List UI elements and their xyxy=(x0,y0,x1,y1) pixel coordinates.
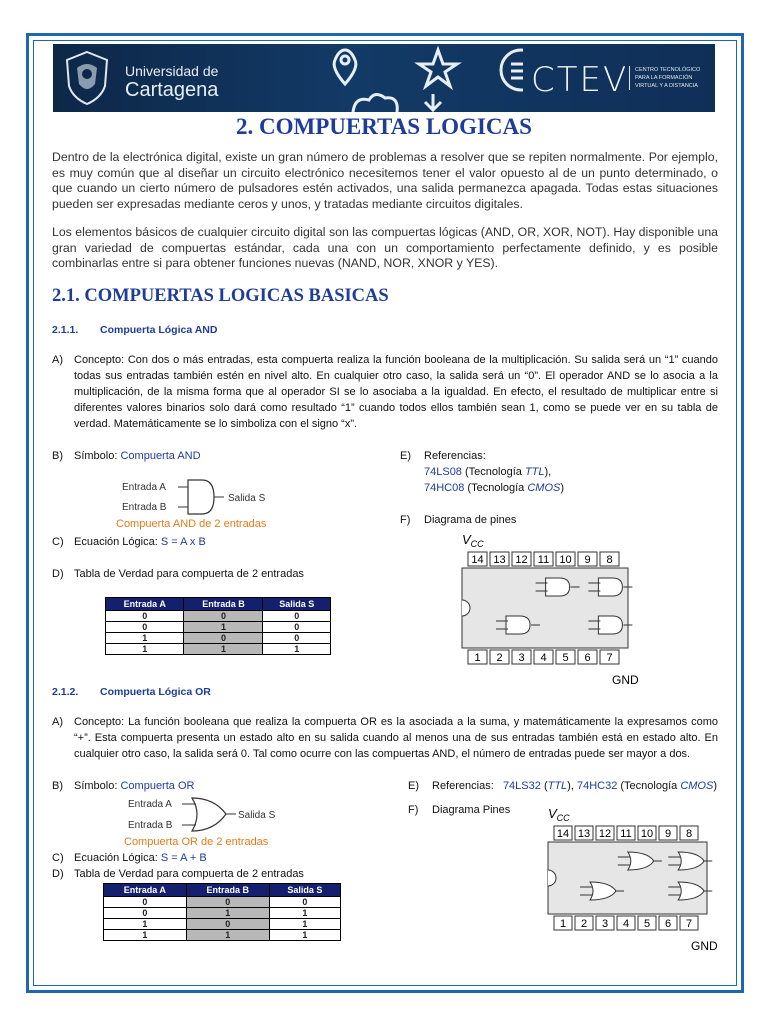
table-cell: 1 xyxy=(186,930,269,941)
and-input-b: Entrada B xyxy=(122,502,167,513)
or-concept xyxy=(52,714,718,762)
or-title: Compuerta Lógica OR xyxy=(100,686,211,698)
cloud-icon xyxy=(353,94,397,112)
and-ref2 xyxy=(424,480,700,496)
and-concept xyxy=(52,352,718,432)
or-equation: S = A + B xyxy=(160,852,207,864)
table-header: Salida S xyxy=(263,598,331,611)
table-cell: 1 xyxy=(184,622,263,633)
table-cell: 0 xyxy=(104,897,187,908)
header-banner xyxy=(53,44,715,112)
and-ref1 xyxy=(424,464,700,480)
pin-number: 5 xyxy=(562,652,569,664)
brand-description: CENTRO TECNOLÓGICO PARA LA FORMACIÓN VIRTUAL Y A DISTANCIA xyxy=(629,66,713,90)
and-references-title: Referencias: xyxy=(424,450,486,462)
pin-number: 7 xyxy=(606,652,613,664)
table-row xyxy=(106,644,331,655)
and-symbol-line xyxy=(52,448,352,464)
pin-number: 14 xyxy=(556,828,570,840)
pin-number: 12 xyxy=(515,554,528,566)
or-references xyxy=(408,778,728,794)
and-equation-label: C) xyxy=(52,536,64,548)
table-cell: 1 xyxy=(263,644,331,655)
and-table-title-line xyxy=(52,566,372,582)
table-cell: 1 xyxy=(184,644,263,655)
or-number: 2.1.2. xyxy=(52,686,79,698)
pin-number: 4 xyxy=(622,918,630,930)
brand-logo: CTEV xyxy=(531,60,629,100)
or-ref1-code[interactable]: 74LS32 xyxy=(502,780,541,792)
and-ref2-tech: CMOS xyxy=(527,482,561,494)
or-ref2-tech: CMOS xyxy=(680,780,714,792)
and-title: Compuerta Lógica AND xyxy=(100,324,218,336)
table-cell: 1 xyxy=(186,908,269,919)
or-ref2-code[interactable]: 74HC32 xyxy=(576,780,618,792)
or-ref1-suffix: ), xyxy=(567,780,574,792)
pin-number: 6 xyxy=(584,652,591,664)
table-cell: 0 xyxy=(263,622,331,633)
pin-number: 3 xyxy=(518,652,525,664)
pin-number: 11 xyxy=(537,554,550,566)
and-references xyxy=(400,448,700,496)
or-ref2-prefix: (Tecnología xyxy=(620,780,678,792)
gnd-label: GND xyxy=(691,939,718,953)
page-title: 2. COMPUERTAS LOGICAS xyxy=(236,114,532,139)
pin-number: 8 xyxy=(606,554,613,566)
table-header: Entrada B xyxy=(186,884,269,897)
pin-number: 1 xyxy=(559,918,567,930)
or-output: Salida S xyxy=(238,810,276,821)
table-cell: 0 xyxy=(106,611,184,622)
or-caption: Compuerta OR de 2 entradas xyxy=(124,836,269,848)
pin-number: 10 xyxy=(640,828,654,840)
pin-number: 1 xyxy=(474,652,481,664)
or-symbol-link[interactable]: Compuerta OR xyxy=(120,780,195,792)
and-heading xyxy=(52,324,217,336)
or-pin-diagram xyxy=(538,804,728,954)
table-cell: 0 xyxy=(269,897,340,908)
and-concept-label: A) xyxy=(52,354,63,366)
table-row xyxy=(106,633,331,644)
and-ref1-prefix: (Tecnología xyxy=(465,466,522,478)
table-header: Entrada A xyxy=(104,884,187,897)
intro-paragraph-2: Los elementos básicos de cualquier circuito digital son las compuertas lógicas (AND, OR, XOR, NOT). Hay disponible una gran variedad de compuertas estándar, cada una con un comportamiento perfectamente definido, y es posible combinarlas entre si para obtener funciones nuevas (NAND, NOR, XNOR y YES). xyxy=(52,225,718,270)
table-cell: 0 xyxy=(104,908,187,919)
and-concept-text: Concepto: Con dos o más entradas, esta compuerta realiza la función booleana de la multiplicación. Su salida será un “1” cuando todas sus entradas también estén en nivel alto. En cualquier otro caso, la salida será un “0”. El operador AND se lo asocia a la multiplicación, de la misma forma que al operador SI se lo asociaba a la igualdad. En efecto, el resultado de multiplicar entre si diferentes valores binarios solo dará como resultado “1” cuando todos ellos también sean 1, como se puede ver en su tabla de verdad. Matemáticamente se lo simboliza con el signo “x”. xyxy=(74,354,718,430)
and-gate-icon xyxy=(546,578,570,596)
university-crest-icon xyxy=(63,50,111,106)
vcc-label: $V_{CC}$ xyxy=(548,806,570,823)
table-row xyxy=(104,919,341,930)
pin-number: 11 xyxy=(620,828,632,840)
pin-number: 6 xyxy=(664,918,672,930)
or-ref2-suffix: ) xyxy=(713,780,717,792)
and-ref2-prefix: (Tecnología xyxy=(467,482,525,494)
table-row xyxy=(106,622,331,633)
table-cell: 1 xyxy=(106,633,184,644)
or-input-a: Entrada A xyxy=(128,799,172,810)
gnd-label: GND xyxy=(612,673,639,687)
and-input-a: Entrada A xyxy=(122,482,166,493)
pin-number: 5 xyxy=(643,918,651,930)
table-header: Entrada B xyxy=(184,598,263,611)
and-ref2-suffix: ) xyxy=(560,482,565,494)
download-icon xyxy=(425,94,441,110)
or-table-title: Tabla de Verdad para compuerta de 2 entradas xyxy=(74,868,304,880)
or-symbol-prefix: Símbolo: xyxy=(74,780,118,792)
or-ref1-open: ( xyxy=(543,780,548,792)
and-symbol-prefix: Símbolo: xyxy=(74,450,118,462)
table-cell: 1 xyxy=(104,919,187,930)
pin-number: 4 xyxy=(540,652,547,664)
or-concept-text: Concepto: La función booleana que realiza la compuerta OR es la asociada a la suma, y matemáticamente la expresamos como “+”. Esta compuerta presenta un estado alto en su salida cuando al menos una de sus entradas también está en estado alto. En cualquier otro caso, la salida será 0. Tal como ocurre con las compuertas AND, el número de entradas puede ser mayor a dos. xyxy=(74,716,718,760)
table-cell: 0 xyxy=(184,633,263,644)
or-references-label: E) xyxy=(408,780,419,792)
and-ref1-tech: TTL xyxy=(524,466,545,478)
table-header: Salida S xyxy=(269,884,340,897)
or-pins-label: F) xyxy=(408,804,419,816)
and-equation-prefix: Ecuación Lógica: xyxy=(74,536,158,548)
and-ref2-code[interactable]: 74HC08 xyxy=(424,482,465,494)
and-gate-icon xyxy=(598,616,622,634)
pin-number: 13 xyxy=(577,828,591,840)
pin-number: 9 xyxy=(664,828,672,840)
and-ref1-suffix: ), xyxy=(544,466,552,478)
and-truth-table xyxy=(105,597,331,655)
pin-number: 14 xyxy=(471,554,484,566)
and-number: 2.1.1. xyxy=(52,324,79,336)
or-gate-symbol xyxy=(126,795,296,835)
or-symbol-label: B) xyxy=(52,780,63,792)
or-pins-title-line xyxy=(408,802,558,818)
table-cell: 0 xyxy=(184,611,263,622)
table-header: Entrada A xyxy=(106,598,184,611)
and-caption: Compuerta AND de 2 entradas xyxy=(116,518,267,530)
table-header-row xyxy=(104,884,341,897)
and-table-title: Tabla de Verdad para compuerta de 2 entradas xyxy=(74,568,304,580)
table-header-row xyxy=(106,598,331,611)
or-symbol-line xyxy=(52,778,352,794)
and-pin-diagram xyxy=(452,530,652,688)
and-ref1-code[interactable]: 74LS08 xyxy=(424,466,462,478)
and-gate-symbol xyxy=(118,476,288,516)
pin-number: 3 xyxy=(601,918,609,930)
or-equation-prefix: Ecuación Lógica: xyxy=(74,852,158,864)
and-equation-line xyxy=(52,534,352,550)
and-pins-title: Diagrama de pines xyxy=(424,514,517,526)
or-input-b: Entrada B xyxy=(128,820,173,831)
table-row xyxy=(104,930,341,941)
pin-number: 8 xyxy=(685,828,693,840)
or-truth-table xyxy=(103,883,341,941)
and-gate-icon xyxy=(598,578,622,596)
or-pins-title: Diagrama Pines xyxy=(432,804,511,816)
table-cell: 1 xyxy=(269,930,340,941)
and-pins-label: F) xyxy=(400,514,411,526)
pin-number: 12 xyxy=(598,828,612,840)
table-row xyxy=(104,897,341,908)
and-output: Salida S xyxy=(228,493,266,504)
university-name xyxy=(125,64,218,100)
table-cell: 0 xyxy=(106,622,184,633)
university-line2: Cartagena xyxy=(125,79,219,101)
pin-number: 2 xyxy=(496,652,503,664)
table-cell: 0 xyxy=(263,633,331,644)
star-icon xyxy=(419,50,457,86)
pin-number: 9 xyxy=(584,554,591,566)
table-cell: 1 xyxy=(269,919,340,930)
or-concept-label: A) xyxy=(52,716,63,728)
table-cell: 0 xyxy=(186,919,269,930)
or-equation-label: C) xyxy=(52,852,64,864)
table-row xyxy=(106,611,331,622)
and-equation: S = A x B xyxy=(160,536,206,548)
university-line1: Universidad de xyxy=(125,63,219,79)
pin-number: 2 xyxy=(580,918,588,930)
and-symbol-label: B) xyxy=(52,450,63,462)
intro-paragraph-1: Dentro de la electrónica digital, existe un gran número de problemas a resolver que se repiten normalmente. Por ejemplo, es muy común que al diseñar un circuito electrónico necesitemos tener el valor opuesto al de un punto determinado, o que cuando un cierto número de pulsadores estén activados, una salida permanezca apagada. Todas estas situaciones pueden ser expresadas mediante ceros y unos, y tratadas mediante circuitos digitales. xyxy=(52,150,718,211)
table-cell: 1 xyxy=(269,908,340,919)
or-ref1-tech: TTL xyxy=(547,780,568,792)
banner-decoration xyxy=(273,44,523,112)
and-pins-title-line xyxy=(400,512,700,528)
and-references-label: E) xyxy=(400,450,411,462)
pin-number: 13 xyxy=(493,554,506,566)
or-references-title: Referencias: xyxy=(432,780,494,792)
table-cell: 1 xyxy=(104,930,187,941)
table-row xyxy=(104,908,341,919)
or-table-label: D) xyxy=(52,868,64,880)
and-gate-icon xyxy=(506,616,530,634)
pin-number: 7 xyxy=(685,918,693,930)
or-equation-line xyxy=(52,850,352,866)
and-table-label: D) xyxy=(52,568,64,580)
or-heading xyxy=(52,686,211,698)
pin-number: 10 xyxy=(559,554,572,566)
or-table-title-line xyxy=(52,866,372,882)
table-cell: 1 xyxy=(106,644,184,655)
table-cell: 0 xyxy=(263,611,331,622)
vcc-label: $V_{CC}$ xyxy=(462,532,484,549)
table-cell: 0 xyxy=(186,897,269,908)
section-heading: 2.1. COMPUERTAS LOGICAS BASICAS xyxy=(52,286,389,306)
and-symbol-link[interactable]: Compuerta AND xyxy=(120,450,201,462)
